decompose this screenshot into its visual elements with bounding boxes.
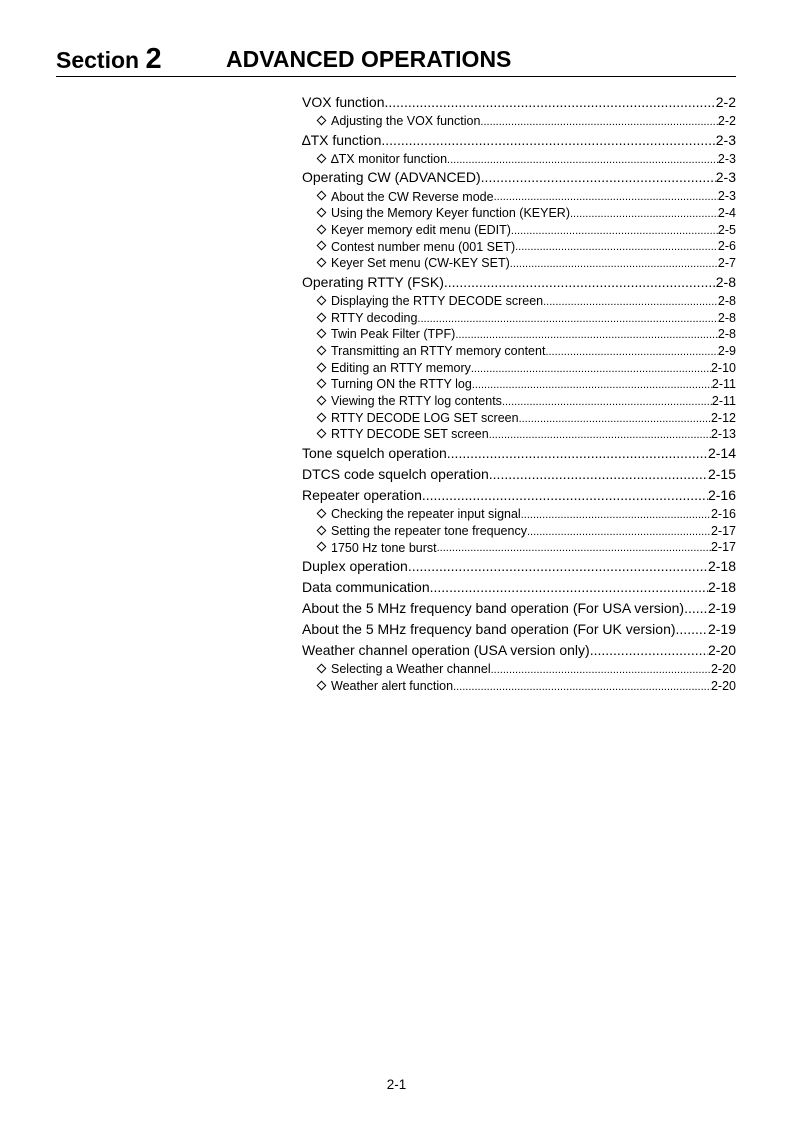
- toc-entry-title: [302, 577, 430, 598]
- toc-entry-title: [302, 598, 684, 619]
- toc-entry-text: Twin Peak Filter (TPF): [331, 327, 456, 342]
- diamond-bullet-icon: [317, 525, 327, 535]
- toc-entry-text: ∆TX monitor function: [331, 151, 448, 166]
- toc-page-number: 2-11: [711, 393, 736, 408]
- toc-page-number: 2-7: [717, 256, 736, 271]
- dot-leader: [381, 130, 715, 151]
- diamond-bullet-icon: [317, 395, 327, 405]
- toc-entry-title: [317, 310, 417, 327]
- toc-subentry: [302, 188, 736, 205]
- diamond-bullet-icon: [317, 362, 327, 372]
- toc-entry-text: Operating RTTY (FSK): [302, 273, 444, 290]
- toc-subentry: [302, 222, 736, 239]
- dot-leader: [472, 377, 712, 393]
- dot-leader: [453, 679, 711, 695]
- toc-entry-title: [317, 205, 570, 222]
- toc-entry-text: Data communication: [302, 579, 430, 596]
- section-label: [56, 42, 162, 77]
- diamond-bullet-icon: [317, 295, 327, 305]
- toc-page-number: 2-10: [710, 360, 736, 375]
- toc-entry-title: [302, 485, 422, 506]
- toc-entry-title: [317, 506, 521, 523]
- dot-leader: [481, 167, 716, 188]
- toc-page-number: 2-16: [707, 487, 736, 503]
- toc-entry-title: [317, 360, 471, 377]
- toc-subentry: [302, 426, 736, 443]
- toc-page-number: 2-6: [717, 239, 736, 254]
- toc-page-number: 2-8: [717, 310, 736, 325]
- diamond-bullet-icon: [317, 429, 327, 439]
- toc-page-number: 2-9: [717, 343, 736, 358]
- dot-leader: [480, 114, 718, 130]
- toc-page-number: 2-20: [710, 662, 736, 677]
- toc-page-number: 2-11: [711, 377, 736, 392]
- toc-page-number: 2-8: [717, 293, 736, 308]
- toc-entry-text: Transmitting an RTTY memory content: [331, 344, 546, 359]
- dot-leader: [447, 152, 718, 168]
- diamond-bullet-icon: [317, 664, 327, 674]
- toc-entry-text: 1750 Hz tone burst: [331, 540, 437, 555]
- toc-entry-text: Setting the repeater tone frequency: [331, 523, 527, 538]
- toc-page-number: 2-18: [707, 579, 736, 596]
- toc-entry-text: Repeater operation: [302, 487, 422, 503]
- toc-entry-title: [317, 540, 437, 557]
- toc-entry-text: DTCS code squelch operation: [302, 466, 489, 482]
- dot-leader: [494, 189, 718, 205]
- toc-entry-text: Keyer memory edit menu (EDIT): [331, 222, 511, 237]
- dot-leader: [511, 223, 718, 239]
- toc-entry-title: [317, 151, 447, 168]
- toc-subentry: [302, 238, 736, 255]
- toc-page-number: 2-3: [715, 169, 736, 186]
- dot-leader: [590, 640, 708, 661]
- toc-subentry: [302, 393, 736, 410]
- diamond-bullet-icon: [317, 312, 327, 322]
- toc-entry-text: Checking the repeater input signal: [331, 507, 521, 522]
- toc-subentry: [302, 310, 736, 327]
- dot-leader: [545, 344, 717, 360]
- toc-subentry: [302, 255, 736, 272]
- toc-page-number: 2-2: [717, 114, 736, 128]
- section-number: 2: [145, 43, 162, 75]
- toc-page-number: 2-20: [710, 678, 736, 693]
- toc-page-number: 2-20: [707, 642, 736, 659]
- dot-leader: [408, 556, 708, 577]
- diamond-bullet-icon: [317, 680, 327, 690]
- toc-entry-text: About the 5 MHz frequency band operation (For UK version): [302, 621, 676, 638]
- diamond-bullet-icon: [317, 329, 327, 339]
- toc-entry-text: Viewing the RTTY log contents: [331, 394, 502, 409]
- dot-leader: [510, 256, 718, 272]
- toc-subentry: [302, 539, 736, 556]
- toc-entry-title: [317, 326, 455, 343]
- dot-leader: [521, 507, 711, 523]
- toc-entry-text: ∆TX function: [302, 131, 382, 148]
- toc-entry-text: RTTY DECODE SET screen: [331, 427, 489, 442]
- dot-leader: [527, 524, 711, 540]
- dot-leader: [684, 598, 708, 619]
- section-header: [56, 42, 736, 77]
- toc-entry-text: Tone squelch operation: [302, 445, 447, 461]
- toc-entry-text: Operating CW (ADVANCED): [302, 169, 481, 186]
- dot-leader: [489, 427, 711, 443]
- toc-page-number: 2-15: [707, 466, 736, 482]
- dot-leader: [676, 619, 708, 640]
- toc-entry-title: [317, 255, 510, 272]
- toc-entry-text: Using the Memory Keyer function (KEYER): [331, 206, 570, 221]
- table-of-contents: [302, 92, 736, 694]
- dot-leader: [491, 662, 711, 678]
- dot-leader: [570, 206, 718, 222]
- dot-leader: [515, 239, 718, 255]
- toc-entry: [302, 598, 736, 619]
- toc-page-number: 2-4: [717, 206, 736, 221]
- toc-entry-title: [302, 167, 481, 188]
- toc-entry-title: [317, 293, 543, 310]
- toc-entry-text: Turning ON the RTTY log: [331, 377, 472, 392]
- toc-entry-title: [302, 464, 489, 485]
- dot-leader: [444, 272, 716, 293]
- toc-entry-title: [317, 239, 515, 256]
- toc-entry-title: [302, 640, 590, 661]
- toc-page-number: 2-19: [707, 621, 736, 638]
- toc-entry-text: Adjusting the VOX function: [331, 114, 481, 129]
- toc-entry-text: RTTY DECODE LOG SET screen: [331, 410, 519, 425]
- toc-page-number: 2-17: [710, 540, 736, 555]
- diamond-bullet-icon: [317, 412, 327, 422]
- toc-page-number: 2-8: [717, 327, 736, 342]
- toc-entry-text: Weather channel operation (USA version only): [302, 642, 590, 659]
- toc-page-number: 2-16: [710, 507, 736, 521]
- toc-subentry: [302, 360, 736, 377]
- toc-page-number: 2-3: [717, 151, 736, 166]
- diamond-bullet-icon: [317, 224, 327, 234]
- toc-entry: [302, 92, 736, 113]
- toc-page-number: 2-14: [707, 445, 736, 461]
- diamond-bullet-icon: [317, 509, 327, 519]
- toc-entry-text: Contest number menu (001 SET): [331, 239, 516, 254]
- toc-entry: [302, 272, 736, 293]
- dot-leader: [422, 485, 708, 506]
- toc-subentry: [302, 205, 736, 222]
- toc-entry-title: [302, 92, 385, 113]
- toc-entry-title: [302, 619, 676, 640]
- toc-entry: [302, 443, 736, 464]
- toc-entry-text: VOX function: [302, 94, 385, 110]
- toc-entry-text: Duplex operation: [302, 558, 408, 575]
- section-word: Section: [56, 47, 140, 73]
- dot-leader: [519, 411, 711, 427]
- toc-entry-title: [302, 130, 381, 151]
- toc-page-number: 2-13: [710, 427, 736, 442]
- toc-page-number: 2-3: [715, 131, 736, 148]
- toc-entry-title: [302, 443, 447, 464]
- toc-entry: [302, 464, 736, 485]
- toc-subentry: [302, 661, 736, 678]
- toc-subentry: [302, 410, 736, 427]
- dot-leader: [489, 464, 708, 485]
- toc-entry-title: [317, 222, 511, 239]
- dot-leader: [437, 540, 711, 556]
- toc-entry: [302, 577, 736, 598]
- toc-subentry: [302, 523, 736, 540]
- toc-subentry: [302, 293, 736, 310]
- toc-page-number: 2-18: [707, 558, 736, 575]
- toc-entry-text: About the 5 MHz frequency band operation (For USA version): [302, 600, 685, 617]
- toc-subentry: [302, 506, 736, 523]
- dot-leader: [471, 361, 711, 377]
- dot-leader: [543, 294, 718, 310]
- toc-entry: [302, 556, 736, 577]
- toc-page-number: 2-19: [707, 600, 736, 617]
- toc-page-number: 2-8: [715, 273, 736, 290]
- diamond-bullet-icon: [317, 345, 327, 355]
- toc-entry: [302, 130, 736, 151]
- toc-subentry: [302, 343, 736, 360]
- dot-leader: [447, 443, 708, 464]
- toc-entry-text: RTTY decoding: [331, 310, 418, 325]
- diamond-bullet-icon: [317, 208, 327, 218]
- toc-entry-title: [317, 376, 472, 393]
- toc-entry-title: [317, 189, 494, 206]
- dot-leader: [417, 311, 718, 327]
- toc-page-number: 2-3: [717, 189, 736, 204]
- toc-entry-title: [302, 272, 444, 293]
- dot-leader: [502, 394, 712, 410]
- diamond-bullet-icon: [317, 542, 327, 552]
- toc-entry-text: Editing an RTTY memory: [331, 360, 471, 375]
- toc-entry-text: Weather alert function: [331, 678, 454, 693]
- dot-leader: [385, 92, 716, 113]
- toc-page-number: 2-5: [717, 222, 736, 237]
- diamond-bullet-icon: [317, 153, 327, 163]
- toc-entry-title: [317, 678, 453, 695]
- toc-entry-text: Selecting a Weather channel: [331, 662, 491, 677]
- toc-entry-title: [317, 343, 545, 360]
- toc-subentry: [302, 326, 736, 343]
- diamond-bullet-icon: [317, 258, 327, 268]
- toc-entry-text: About the CW Reverse mode: [331, 189, 494, 204]
- toc-page-number: 2-12: [710, 410, 736, 425]
- toc-entry: [302, 485, 736, 506]
- toc-page-number: 2-17: [710, 523, 736, 538]
- dot-leader: [430, 577, 708, 598]
- toc-entry-title: [317, 426, 489, 443]
- toc-entry-title: [317, 661, 491, 678]
- toc-subentry: [302, 678, 736, 695]
- diamond-bullet-icon: [317, 379, 327, 389]
- toc-entry-title: [317, 410, 519, 427]
- toc-subentry: [302, 151, 736, 168]
- toc-entry-title: [317, 113, 480, 130]
- toc-page-number: 2-2: [715, 94, 736, 110]
- toc-subentry: [302, 376, 736, 393]
- toc-entry: [302, 640, 736, 661]
- dot-leader: [455, 327, 718, 343]
- section-title: ADVANCED OPERATIONS: [226, 46, 512, 72]
- toc-entry-text: Displaying the RTTY DECODE screen: [331, 293, 544, 308]
- page-number: 2-1: [386, 1077, 407, 1092]
- diamond-bullet-icon: [317, 116, 327, 126]
- diamond-bullet-icon: [317, 191, 327, 201]
- toc-entry-text: Keyer Set menu (CW-KEY SET): [331, 256, 510, 271]
- toc-entry: [302, 167, 736, 188]
- diamond-bullet-icon: [317, 241, 327, 251]
- toc-subentry: [302, 113, 736, 130]
- toc-entry-title: [302, 556, 408, 577]
- toc-entry-title: [317, 393, 502, 410]
- toc-entry-title: [317, 523, 527, 540]
- toc-entry: [302, 619, 736, 640]
